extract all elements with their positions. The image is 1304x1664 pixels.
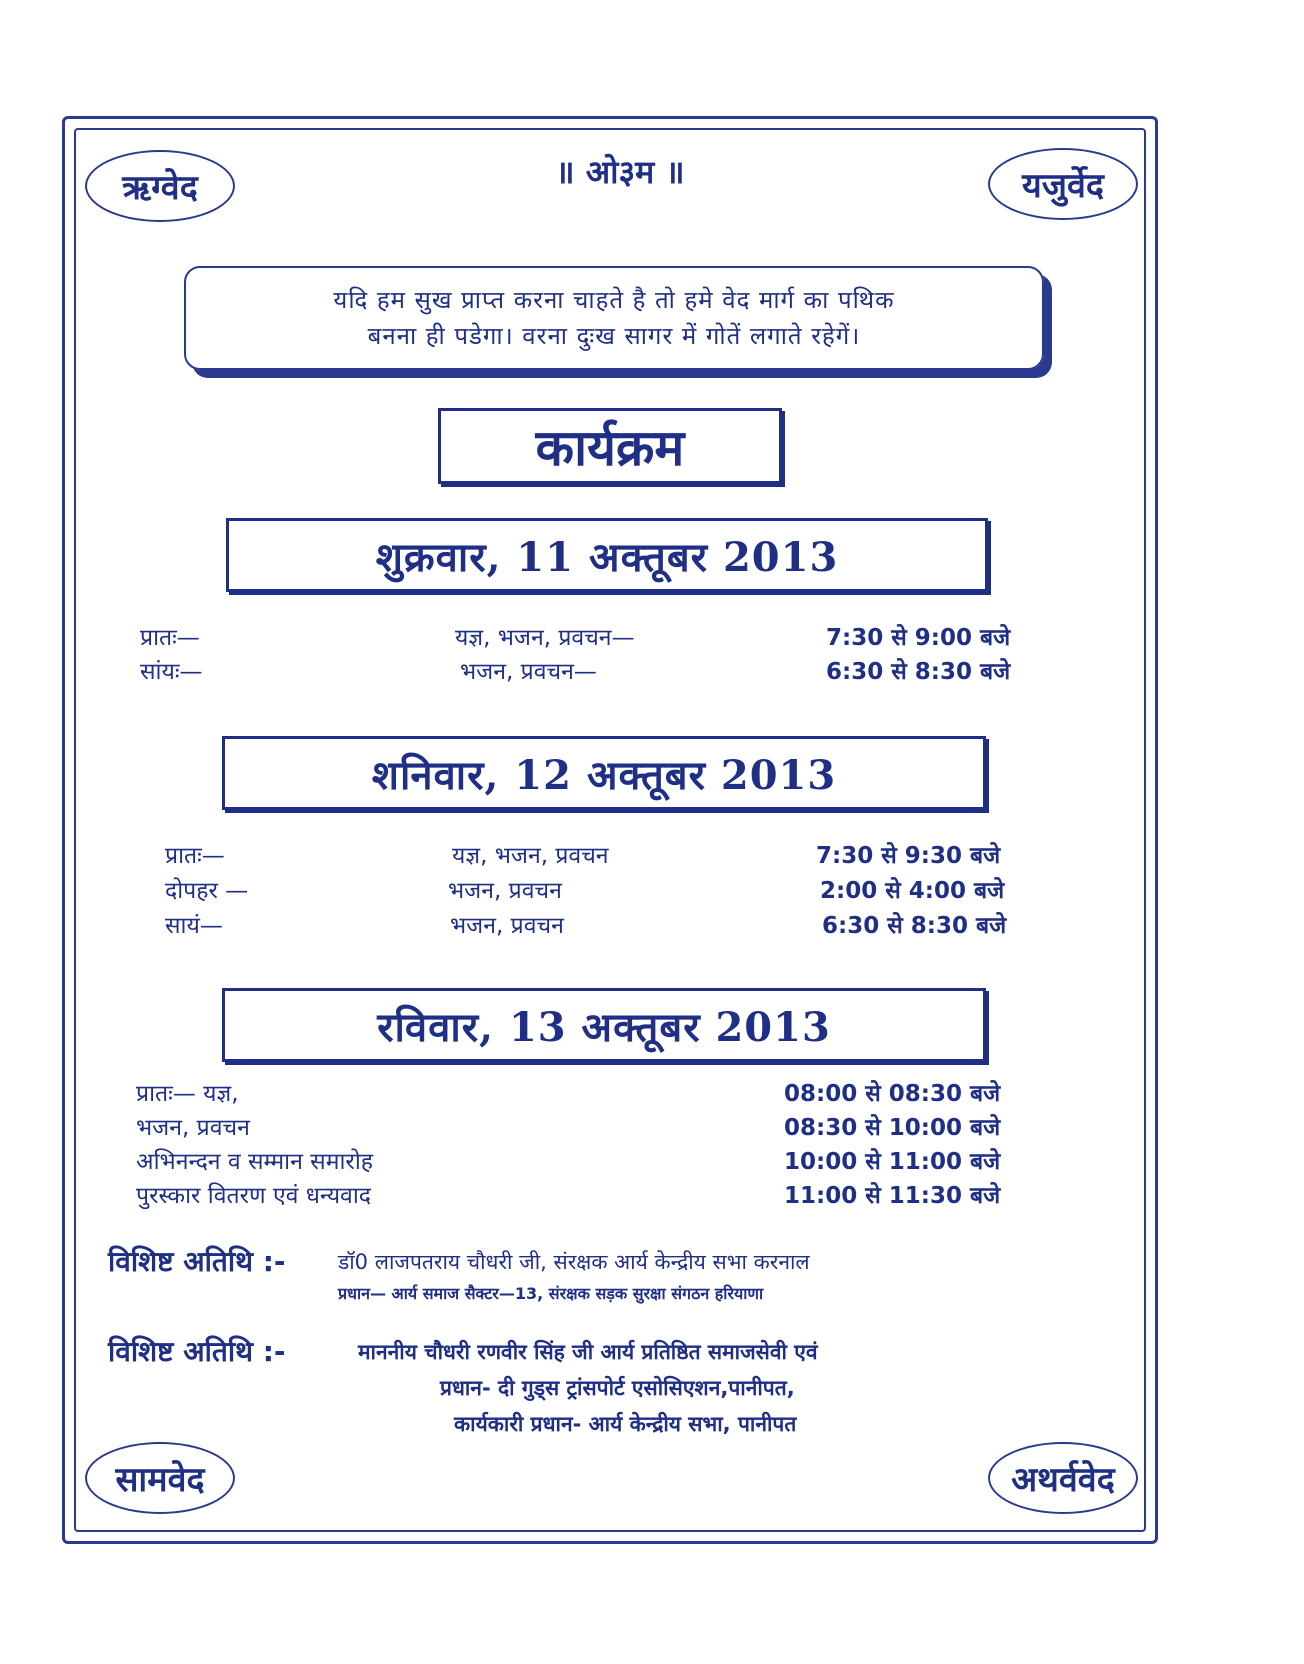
activity-label: भजन, प्रवचन bbox=[448, 878, 562, 904]
guest-label-2: विशिष्ट अतिथि :- bbox=[108, 1335, 286, 1368]
schedule-row bbox=[0, 838, 1304, 872]
time-label: 2:00 से 4:00 बजे bbox=[820, 878, 1005, 904]
time-label: 6:30 से 8:30 बजे bbox=[826, 659, 1011, 685]
period-label: सांयः— bbox=[140, 659, 203, 685]
schedule-row bbox=[0, 654, 1304, 688]
schedule-row bbox=[0, 1110, 1304, 1144]
day-heading-friday: शुक्रवार, 11 अक्तूबर 2013 bbox=[226, 518, 988, 592]
activity-label: यज्ञ, भजन, प्रवचन bbox=[452, 843, 609, 869]
quote-line-1: यदि हम सुख प्राप्त करना चाहते है तो हमे वेद मार्ग का पथिक bbox=[333, 286, 895, 314]
quote-box bbox=[184, 266, 1044, 370]
guest-1-line-1: डॉ0 लाजपतराय चौधरी जी, संरक्षक आर्य केन्द्रीय सभा करनाल bbox=[338, 1250, 810, 1274]
activity-label: पुरस्कार वितरण एवं धन्यवाद bbox=[136, 1183, 372, 1209]
program-title: कार्यक्रम bbox=[438, 408, 782, 484]
time-label: 7:30 से 9:30 बजे bbox=[816, 843, 1001, 869]
veda-oval-atharvaveda: अथर्ववेद bbox=[988, 1442, 1138, 1514]
om-heading: ॥ ओ३म ॥ bbox=[555, 153, 685, 191]
period-label: दोपहर — bbox=[165, 878, 249, 904]
activity-label: प्रातः— यज्ञ, bbox=[136, 1081, 239, 1107]
time-label: 11:00 से 11:30 बजे bbox=[784, 1183, 1001, 1209]
activity-label: भजन, प्रवचन— bbox=[460, 659, 597, 685]
guest-2-line-3: कार्यकारी प्रधान- आर्य केन्द्रीय सभा, पानीपत bbox=[454, 1412, 797, 1436]
quote-line-2: बनना ही पडेगा। वरना दुःख सागर में गोतें लगाते रहेगें। bbox=[367, 322, 861, 350]
activity-label: यज्ञ, भजन, प्रवचन— bbox=[455, 625, 635, 651]
schedule-row bbox=[0, 1178, 1304, 1212]
activity-label: भजन, प्रवचन bbox=[136, 1115, 250, 1141]
guest-label-1: विशिष्ट अतिथि :- bbox=[108, 1245, 286, 1278]
period-label: प्रातः— bbox=[140, 625, 200, 651]
period-label: प्रातः— bbox=[165, 843, 225, 869]
activity-label: अभिनन्दन व सम्मान समारोह bbox=[136, 1149, 374, 1175]
time-label: 10:00 से 11:00 बजे bbox=[784, 1149, 1001, 1175]
guest-1-line-2: प्रधान— आर्य समाज सैक्टर—13, संरक्षक सड़क सुरक्षा संगठन हरियाणा bbox=[338, 1284, 764, 1303]
activity-label: भजन, प्रवचन bbox=[450, 913, 564, 939]
time-label: 6:30 से 8:30 बजे bbox=[822, 913, 1007, 939]
day-heading-saturday: शनिवार, 12 अक्तूबर 2013 bbox=[222, 736, 986, 810]
veda-oval-yajurveda: यजुर्वेद bbox=[988, 148, 1138, 220]
time-label: 7:30 से 9:00 बजे bbox=[826, 625, 1011, 651]
time-label: 08:00 से 08:30 बजे bbox=[784, 1081, 1001, 1107]
schedule-row bbox=[0, 1144, 1304, 1178]
schedule-row bbox=[0, 1076, 1304, 1110]
veda-oval-samaveda: सामवेद bbox=[85, 1442, 235, 1514]
period-label: सायं— bbox=[165, 913, 223, 939]
veda-oval-rigveda: ऋग्वेद bbox=[85, 150, 235, 222]
day-heading-sunday: रविवार, 13 अक्तूबर 2013 bbox=[222, 988, 986, 1062]
guest-2-line-2: प्रधान- दी गुड्स ट्रांसपोर्ट एसोसिएशन,पानीपत, bbox=[440, 1376, 795, 1400]
guest-2-line-1: माननीय चौधरी रणवीर सिंह जी आर्य प्रतिष्ठित समाजसेवी एवं bbox=[358, 1340, 818, 1364]
schedule-row bbox=[0, 620, 1304, 654]
schedule-row bbox=[0, 908, 1304, 942]
schedule-row bbox=[0, 873, 1304, 907]
time-label: 08:30 से 10:00 बजे bbox=[784, 1115, 1001, 1141]
